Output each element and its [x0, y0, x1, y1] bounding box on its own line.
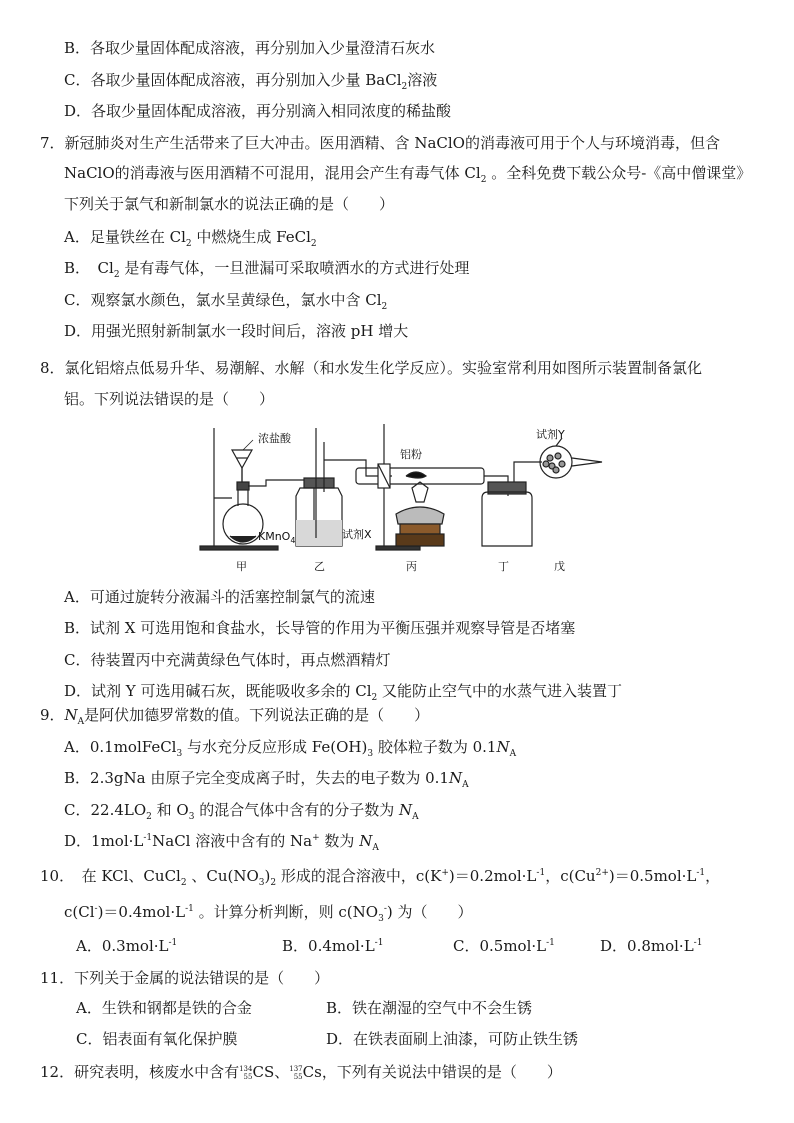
label-ding: 丁 [498, 560, 509, 573]
q8-stem-line1: 8．氯化铝熔点低易升华、易潮解、水解（和水发生化学反应）。实验室常利用如图所示装置制备氯化 [40, 359, 703, 377]
q6-option-d: D．各取少量固体配成溶液，再分别滴入相同浓度的稀盐酸 [64, 102, 452, 120]
aluminum-powder [406, 472, 426, 478]
q11-option-a: A．生铁和钢都是铁的合金 [76, 999, 252, 1017]
q7-option-a: A．足量铁丝在 $Cl_2$ 中燃烧生成 FeCl$_2$ [64, 228, 317, 249]
separatory-funnel [232, 450, 252, 468]
bottle-stopper-yi [304, 478, 334, 488]
flask-stopper-jia [237, 482, 249, 490]
kmno4-solid [230, 536, 256, 542]
q10-option-d: D．$0.8mol\cdot L^{-1}$ [600, 937, 703, 955]
q9-option-d: D．$1mol\cdot L^{-1}NaCl$ 溶液中含有的 Na+ 数为 $N_A$ [64, 832, 379, 853]
q11-option-c: C．铝表面有氧化保护膜 [76, 1030, 238, 1048]
apparatus-figure [196, 420, 616, 578]
label-kmno4: KMnO$_4$ [258, 530, 296, 545]
q11-stem: 11．下列关于金属的说法错误的是（ ） [40, 969, 330, 987]
cs134-nuclide-numbers: 134 55 [239, 1065, 253, 1081]
q7-option-b: B． $Cl_2$ 是有毒气体，一旦泄漏可采取喷洒水的方式进行处理 [64, 259, 470, 280]
q8-stem-line2: 铝。下列说法错误的是（ ） [64, 390, 275, 408]
q9-stem: 9．$N_A$是阿伏加德罗常数的值。下列说法正确的是（ ） [40, 706, 430, 727]
empty-bottle-ding [482, 492, 532, 546]
q8-option-d: D．试剂 Y 可选用碱石灰，既能吸收多余的 $Cl_2$ 又能防止空气中的水蒸气进入装置丁 [64, 682, 623, 703]
q9-option-b: B．2.3gNa 由原子完全变成离子时，失去的电子数为 $0.1N_A$ [64, 769, 469, 790]
burner-body [396, 507, 444, 524]
q9-option-a: A．0.1molFeCl$_3$ 与水充分反应形成 $Fe(OH)_3$ 胶体粒子数为 $0.1N_A$ [64, 738, 517, 759]
label-reagent-x: 试剂X [342, 528, 372, 541]
label-conc-hcl: 浓盐酸 [258, 432, 291, 445]
burner-flame [412, 482, 428, 502]
cs137-nuclide-numbers: 137 55 [289, 1065, 303, 1081]
tube-jia-yi [242, 468, 314, 524]
q10-stem-line2: $c(Cl^-)=0.4mol\cdot L^{-1}$ 。计算分析判断，则 $c(NO_3^-)$ 为（ ） [64, 903, 473, 924]
q8-option-b: B．试剂 X 可选用饱和食盐水，长导管的作用为平衡压强并观察导管是否堵塞 [64, 619, 576, 637]
q10-option-b: B．$0.4mol\cdot L^{-1}$ [282, 937, 384, 955]
burner-base [400, 524, 440, 534]
q10-option-c: C．$0.5mol\cdot L^{-1}$ [453, 937, 555, 955]
q8-option-c: C．待装置丙中充满黄绿色气体时，再点燃酒精灯 [64, 651, 391, 669]
q10-option-a: A．$0.3mol\cdot L^{-1}$ [76, 937, 178, 955]
q8-option-a: A．可通过旋转分液漏斗的活塞控制氯气的流速 [64, 588, 375, 606]
label-yi: 乙 [314, 560, 325, 573]
label-wu: 戊 [554, 560, 565, 573]
q7-stem-line2: NaClO的消毒液与医用酒精不可混用，混用会产生有毒气体 $Cl_2$ 。全科免费下载公众号-《高中僧课堂》 [64, 164, 752, 185]
stand-base-jia [200, 546, 278, 550]
label-bing: 丙 [406, 560, 417, 573]
label-jia: 甲 [236, 560, 247, 573]
q11-option-d: D．在铁表面刷上油漆，可防止铁生锈 [326, 1030, 579, 1048]
q7-option-d: D．用强光照射新制氯水一段时间后，溶液 pH 增大 [64, 322, 409, 340]
label-al-powder: 铝粉 [400, 448, 422, 461]
q12-stem: 12．研究表明，核废水中含有 134 55 CS、 137 55 Cs，下列有关说法中错误的是（ ） [40, 1063, 562, 1081]
q7-stem-line3: 下列关于氯气和新制氯水的说法正确的是（ ） [64, 195, 395, 213]
q10-stem-line1: 10． 在 KCl、CuCl$_2$ 、$Cu(NO_3)_2$ 形成的混合溶液中，$c(K^+)=0.2mol\cdot L^{-1}$，$c(Cu^{2+})=0.5mol\cdot L^{-1}$， [40, 867, 721, 888]
q6-option-b: B．各取少量固体配成溶液，再分别加入少量澄清石灰水 [64, 39, 436, 57]
drying-tube-tip [572, 458, 602, 466]
q6-option-c: C．各取少量固体配成溶液，再分别加入少量 BaCl$_2$溶液 [64, 71, 438, 92]
q7-stem-line1: 7．新冠肺炎对生产生活带来了巨大冲击。医用酒精、含 NaClO的消毒液可用于个人与环境消毒，但含 [40, 134, 720, 152]
tube-ding-wu [514, 462, 542, 476]
q7-option-c: C．观察氯水颜色，氯水呈黄绿色，氯水中含 $Cl_2$ [64, 291, 388, 312]
q11-option-b: B．铁在潮湿的空气中不会生锈 [326, 999, 533, 1017]
label-reagent-y: 试剂Y [536, 428, 565, 441]
q9-option-c: C．$22.4LO_2$ 和 $O_3$ 的混合气体中含有的分子数为 $N_A$ [64, 801, 419, 822]
